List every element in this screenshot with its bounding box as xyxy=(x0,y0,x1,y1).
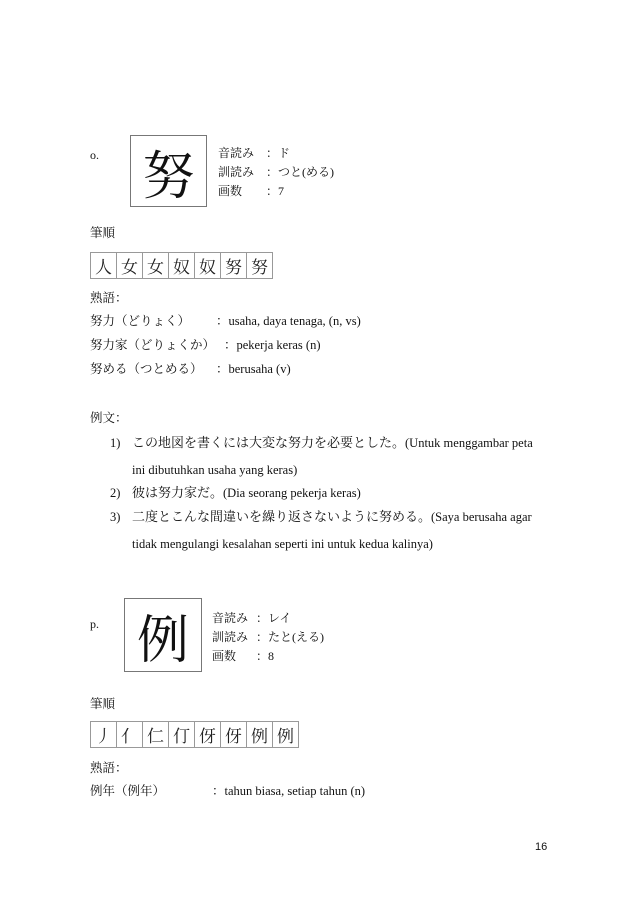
jukugo-word: 努力（どりょく） xyxy=(90,314,191,328)
example-number: 2) xyxy=(110,486,121,500)
example-translation-continued: tidak mengulangi kesalahan seperti ini untuk kedua kalinya) xyxy=(132,537,433,551)
jukugo-item xyxy=(90,336,490,354)
onyomi-label: 音読み xyxy=(218,146,255,160)
stroke-step: 努 xyxy=(221,253,247,278)
jukugo-heading: 熟語： xyxy=(90,291,128,305)
example-translation-continued: ini dibutuhkan usaha yang keras) xyxy=(132,463,298,477)
stroke-step: 仁 xyxy=(143,722,169,747)
examples-heading: 例文： xyxy=(90,411,128,425)
jukugo-item xyxy=(90,312,490,330)
stroke-step: 伢 xyxy=(195,722,221,747)
example-number: 3) xyxy=(110,510,121,524)
stroke-step: 努 xyxy=(251,258,268,278)
kanji-character: 努 xyxy=(142,146,195,207)
kunyomi-value: ：つと(める) xyxy=(266,165,334,179)
stroke-count-value: ：8 xyxy=(256,649,275,663)
example-item xyxy=(110,434,550,477)
jukugo-meaning: ：usaha, daya tenaga, (n, vs) xyxy=(216,314,361,328)
example-translation: (Saya berusaha agar xyxy=(431,510,532,524)
example-translation: (Untuk menggambar peta xyxy=(405,436,533,450)
stroke-step: 女 xyxy=(143,253,169,278)
onyomi-value: ：レイ xyxy=(256,611,292,625)
stroke-count-label: 画数 xyxy=(212,649,237,663)
stroke-step: 奴 xyxy=(195,253,221,278)
example-japanese: この地図を書くには大変な努力を必要とした。 xyxy=(132,435,406,450)
section-letter: p. xyxy=(90,617,99,631)
stroke-step: 例 xyxy=(277,727,294,747)
stroke-step: 仃 xyxy=(169,722,195,747)
stroke-count-label: 画数 xyxy=(218,184,243,198)
stroke-order-heading: 筆順 xyxy=(90,697,116,711)
jukugo-word: 例年（例年） xyxy=(90,784,166,798)
stroke-order-heading: 筆順 xyxy=(90,226,116,240)
page-number: 16 xyxy=(535,841,548,853)
kanji-character: 例 xyxy=(136,610,189,671)
jukugo-word: 努力家（どりょくか） xyxy=(90,338,216,352)
example-number: 1) xyxy=(110,436,121,450)
onyomi-label: 音読み xyxy=(212,611,249,625)
stroke-step: 亻 xyxy=(117,722,143,747)
onyomi-value: ：ド xyxy=(266,146,291,160)
example-translation: (Dia seorang pekerja keras) xyxy=(223,486,361,500)
stroke-step: 伢 xyxy=(221,722,247,747)
section-letter: o. xyxy=(90,148,99,162)
kanji-readings xyxy=(218,144,334,201)
kanji-readings xyxy=(212,609,324,666)
jukugo-item xyxy=(90,782,490,800)
stroke-step: 女 xyxy=(117,253,143,278)
stroke-step: 人 xyxy=(91,253,117,278)
stroke-order-strip xyxy=(90,252,273,279)
stroke-step: 丿 xyxy=(91,722,117,747)
example-japanese: 二度とこんな間違いを繰り返さないように努める。 xyxy=(132,509,432,524)
stroke-count-value: ：7 xyxy=(266,184,285,198)
jukugo-meaning: ：pekerja keras (n) xyxy=(224,338,321,352)
stroke-step: 奴 xyxy=(169,253,195,278)
example-item xyxy=(110,508,550,551)
jukugo-heading: 熟語： xyxy=(90,761,128,775)
kunyomi-label: 訓読み xyxy=(212,630,249,644)
jukugo-item xyxy=(90,360,490,378)
kanji-box xyxy=(124,598,202,672)
stroke-order-strip xyxy=(90,721,299,748)
kunyomi-value: ：たと(える) xyxy=(256,630,324,644)
stroke-step: 例 xyxy=(247,722,273,747)
jukugo-meaning: ：berusaha (v) xyxy=(216,362,291,376)
jukugo-meaning: ：tahun biasa, setiap tahun (n) xyxy=(212,784,366,798)
example-japanese: 彼は努力家だ。 xyxy=(132,485,224,500)
kunyomi-label: 訓読み xyxy=(218,165,255,179)
kanji-box xyxy=(130,135,207,207)
jukugo-word: 努める（つとめる） xyxy=(90,362,203,376)
